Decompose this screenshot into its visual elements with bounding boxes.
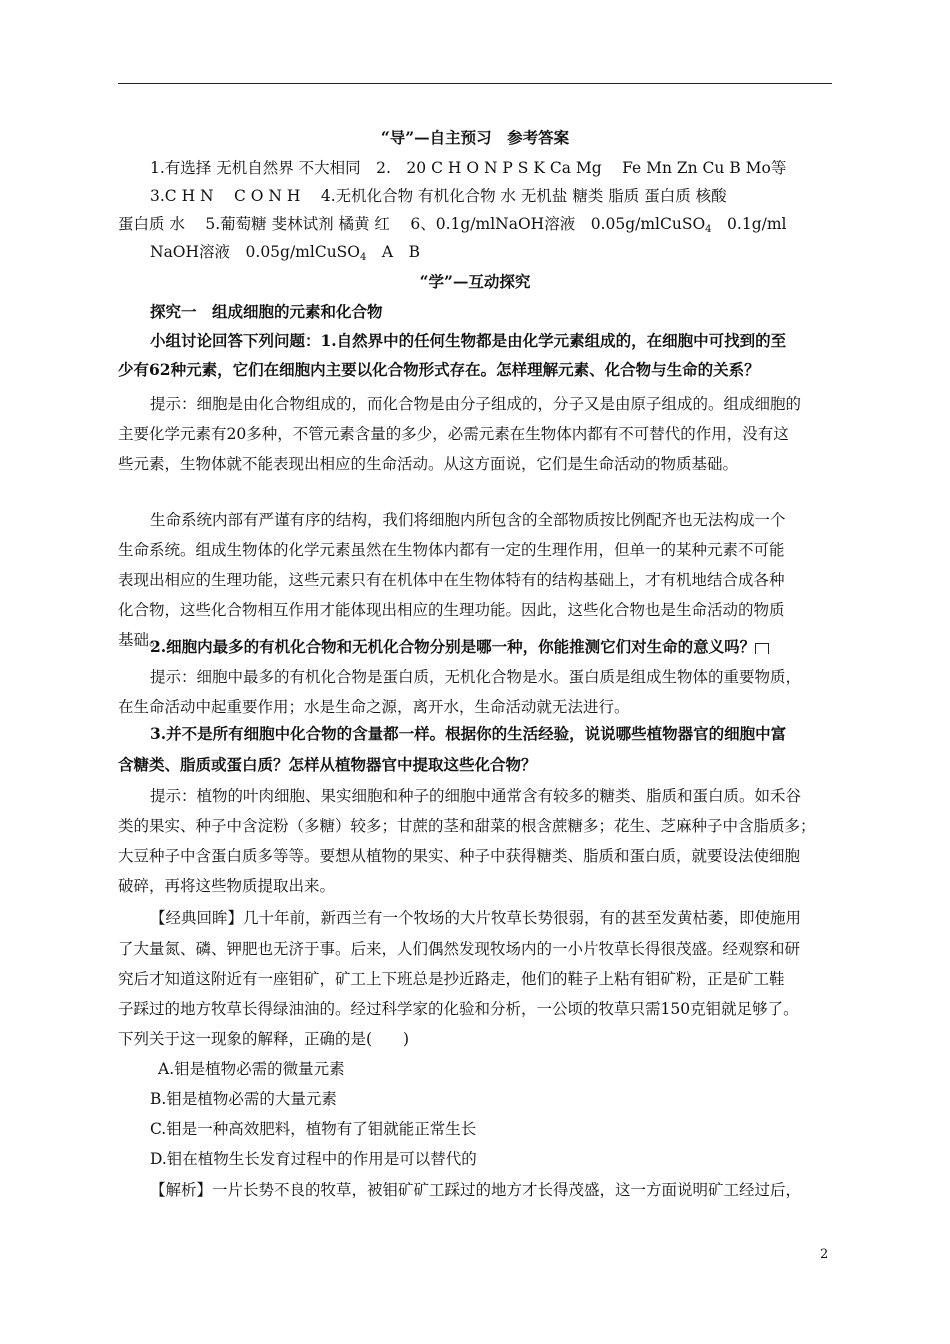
answer-1-line-3: 些元素，生物体就不能表现出相应的生命活动。从这方面说，它们是生命活动的物质基础。 xyxy=(118,455,739,473)
answer-1-line-7: 化合物，这些化合物相互作用才能体现出相应的生理功能。因此，这些化合物也是生命活动的物质 xyxy=(118,601,785,619)
answer-line-1: 1.有选择 无机自然界 不大相同 2. 20 C H O N P S K Ca Mg Fe Mn Zn Cu B Mo等 xyxy=(150,159,787,177)
cursor-mark-icon xyxy=(755,643,769,654)
header-rule xyxy=(118,83,832,84)
answer-1-line-8: 基础。 xyxy=(118,631,165,649)
answer-3-line-3: 大豆种子中含蛋白质多等等。要想从植物的果实、种子中获得糖类、脂质和蛋白质，就要设法使细胞 xyxy=(118,847,801,865)
question-3-line-1: 3.并不是所有细胞中化合物的含量都一样。根据你的生活经验，说说哪些植物器官的细胞中富 xyxy=(150,724,787,743)
section-title-explore: “学”—互动探究 xyxy=(419,272,531,291)
option-c: C.钼是一种高效肥料，植物有了钼就能正常生长 xyxy=(150,1120,477,1138)
answer-3-line-1: 提示：植物的叶肉细胞、果实细胞和种子的细胞中通常含有较多的糖类、脂质和蛋白质。如禾谷 xyxy=(150,787,802,805)
answer-line-3: 蛋白质 水 5.葡萄糖 斐林试剂 橘黄 红 6、0.1g/mlNaOH溶液 0.05g/mlCuSO$_4$ 0.1g/ml xyxy=(118,215,787,235)
answer-3-line-2: 类的果实、种子中含淀粉（多糖）较多；甘蔗的茎和甜菜的根含蔗糖多；花生、芝麻种子中含脂质多； xyxy=(118,817,816,835)
option-b: B.钼是植物必需的大量元素 xyxy=(150,1090,337,1108)
classic-line-1: 【经典回眸】几十年前，新西兰有一个牧场的大片牧草长势很弱，有的甚至发黄枯萎，即使施用 xyxy=(150,909,802,927)
answer-line-4: NaOH溶液 0.05g/mlCuSO$_4$ A B xyxy=(150,243,420,263)
question-1-line-2: 少有62种元素，它们在细胞内主要以化合物形式存在。怎样理解元素、化合物与生命的关系？ xyxy=(118,360,760,379)
answer-1-line-2: 主要化学元素有20多种，不管元素含量的多少，必需元素在生物体内都有不可替代的作用，没有这 xyxy=(118,425,789,443)
option-a: A.钼是植物必需的微量元素 xyxy=(158,1060,345,1078)
question-3-line-2: 含糖类、脂质或蛋白质？怎样从植物器官中提取这些化合物？ xyxy=(118,755,537,774)
analysis-line-1: 【解析】一片长势不良的牧草，被钼矿矿工踩过的地方才长得茂盛，这一方面说明矿工经过后， xyxy=(150,1181,802,1199)
answer-2-line-1: 提示：细胞中最多的有机化合物是蛋白质，无机化合物是水。蛋白质是组成生物体的重要物质， xyxy=(150,668,802,686)
classic-line-5: 下列关于这一现象的解释，正确的是( ) xyxy=(118,1030,410,1048)
answer-1-line-6: 表现出相应的生理功能，这些元素只有在机体中在生物体特有的结构基础上，才有机地结合成各种 xyxy=(118,571,785,589)
section-title-preview: “导”—自主预习 参考答案 xyxy=(380,128,570,147)
answer-line-2: 3.C H N C O N H 4.无机化合物 有机化合物 水 无机盐 糖类 脂质 蛋白质 核酸 xyxy=(150,187,727,205)
answer-1-line-4: 生命系统内部有严谨有序的结构，我们将细胞内所包含的全部物质按比例配齐也无法构成一个 xyxy=(150,511,786,529)
question-2: 2.细胞内最多的有机化合物和无机化合物分别是哪一种，你能推测它们对生命的意义吗？ xyxy=(150,637,832,657)
answer-3-line-4: 破碎，再将这些物质提取出来。 xyxy=(118,877,336,895)
answer-1-line-1: 提示：细胞是由化合物组成的，而化合物是由分子组成的，分子又是由原子组成的。组成细胞的 xyxy=(150,395,802,413)
classic-line-2: 了大量氮、磷、钾肥也无济于事。后来，人们偶然发现牧场内的一小片牧草长得很茂盛。经观察和研 xyxy=(118,940,801,958)
explore-heading: 探究一 组成细胞的元素和化合物 xyxy=(150,302,383,321)
answer-2-line-2: 在生命活动中起重要作用；水是生命之源，离开水，生命活动就无法进行。 xyxy=(118,698,630,716)
question-1-line-1: 小组讨论回答下列问题：1.自然界中的任何生物都是由化学元素组成的，在细胞中可找到的至 xyxy=(150,331,787,350)
page-number: 2 xyxy=(820,1247,829,1262)
option-d: D.钼在植物生长发育过程中的作用是可以替代的 xyxy=(150,1150,477,1168)
classic-line-3: 究后才知道这附近有一座钼矿，矿工上下班总是抄近路走，他们的鞋子上粘有钼矿粉，正是矿工鞋 xyxy=(118,970,785,988)
answer-1-line-5: 生命系统。组成生物体的化学元素虽然在生物体内都有一定的生理作用，但单一的某种元素不可能 xyxy=(118,541,785,559)
classic-line-4: 子踩过的地方牧草长得绿油油的。经过科学家的化验和分析，一公顷的牧草只需150克钼就足够了。 xyxy=(118,1000,799,1018)
